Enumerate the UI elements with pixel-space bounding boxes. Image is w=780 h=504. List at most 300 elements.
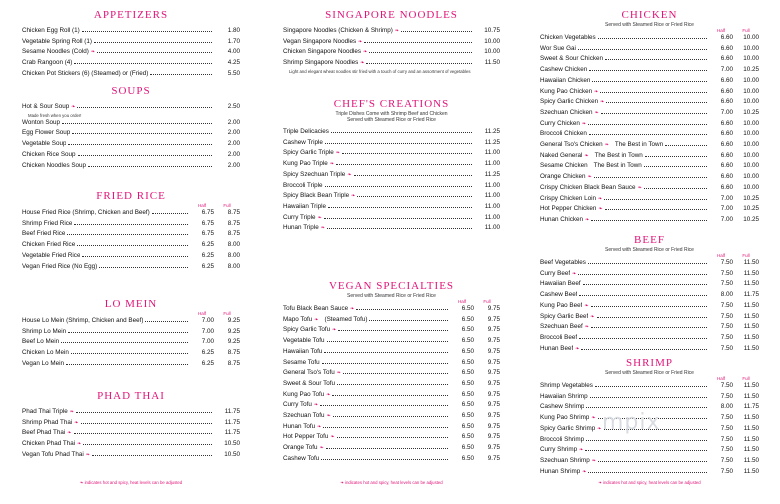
section-subtitle: Triple Dishes Come with Shrimp Beef and Chicken [335, 111, 448, 117]
item-name: Mapo Tofu [283, 315, 313, 323]
price-half: 7.50 [720, 392, 733, 400]
price-full: 11.50 [743, 344, 759, 352]
item-extra: The Best in Town [614, 141, 664, 149]
menu-item [22, 102, 240, 113]
dot-leader [591, 301, 707, 307]
dot-leader [665, 140, 707, 146]
price-half: 6.25 [201, 241, 214, 249]
item-name: Spicy Garlic Tofu [283, 326, 331, 334]
menu-section [540, 234, 759, 354]
dot-leader [150, 69, 212, 75]
item-name: Triple Delicacies [283, 128, 329, 135]
dot-leader [320, 400, 448, 406]
dot-leader [74, 58, 212, 64]
menu-item [540, 435, 759, 446]
menu-item [283, 58, 500, 69]
menu-item [540, 151, 759, 162]
item-name: Vegan Tofu Phad Thai [22, 450, 84, 458]
price-full: 11.50 [743, 269, 759, 277]
dot-leader [605, 54, 707, 60]
dot-leader [77, 240, 188, 246]
item-name: Beef Lo Mein [22, 338, 60, 346]
chili-pepper-icon: ❧ [581, 120, 587, 127]
dot-leader [82, 26, 212, 32]
dot-leader [591, 322, 707, 328]
menu-item [22, 348, 240, 359]
price-half: 6.25 [201, 349, 214, 357]
price-half: 6.50 [461, 347, 474, 355]
dot-leader [97, 47, 212, 53]
menu-item [283, 127, 500, 138]
chili-pepper-icon: ❧ [575, 345, 580, 352]
section-title: VEGAN SPECIALTIES [328, 280, 455, 292]
price-half: 7.00 [201, 317, 214, 324]
chili-pepper-icon: ❧ [77, 441, 82, 448]
price-half: 7.50 [720, 312, 733, 320]
item-name: Cashew Chicken [540, 66, 588, 74]
price-full: 9.75 [487, 358, 500, 366]
price-full: 8.75 [227, 219, 240, 227]
price: 2.00 [227, 118, 240, 126]
price-full: 10.25 [743, 66, 759, 74]
item-name: Hawaiian Beef [540, 280, 581, 288]
item-name: Vegan Lo Mein [22, 359, 65, 367]
item-name: Singapore Noodles (Chicken & Shrimp) [283, 27, 393, 34]
menu-item [22, 69, 240, 80]
dot-leader [354, 170, 472, 176]
price-half: 7.00 [720, 215, 733, 223]
item-name: Chicken Singapore Noodles [283, 48, 362, 56]
price-full: 9.25 [227, 338, 240, 346]
menu-item [22, 418, 240, 429]
menu-section [22, 298, 240, 370]
menu-item [22, 208, 240, 219]
price-full: 9.75 [487, 390, 500, 398]
menu-item [540, 108, 759, 119]
menu-item [540, 456, 759, 467]
price-full: 11.50 [743, 333, 759, 341]
dot-leader [324, 213, 472, 219]
section-subtitle: Served with Steamed Rice or Fried Rice [347, 117, 436, 123]
item-name: Hot Pepper Chicken [540, 205, 597, 213]
menu-item [283, 325, 500, 336]
item-name: Shrimp Lo Mein [22, 327, 67, 335]
price-half: 7.00 [720, 205, 733, 213]
price-half: 8.00 [720, 403, 733, 411]
price-half: 6.50 [461, 369, 474, 377]
item-name: Orange Chicken [540, 173, 586, 181]
menu-item [283, 336, 500, 347]
item-name: House Lo Mein (Shrimp, Chicken and Beef) [22, 317, 144, 324]
size-label-half: Half [716, 376, 725, 381]
section-subtitle: Served with Steamed Rice or Fried Rice [605, 370, 694, 376]
price-half: 7.50 [720, 435, 733, 443]
item-name: Shrimp Phad Thai [22, 418, 73, 426]
menu-item [283, 170, 500, 181]
menu-item [22, 128, 240, 139]
chili-pepper-icon: ❧ [358, 38, 363, 45]
chili-pepper-icon: ❧ [590, 313, 595, 320]
price-half: 7.50 [720, 333, 733, 341]
menu-item [283, 159, 500, 170]
dot-leader [325, 181, 472, 187]
chili-pepper-icon: ❧ [582, 468, 587, 475]
chili-pepper-icon: ❧ [584, 324, 589, 331]
dot-leader [369, 47, 472, 53]
menu-item [283, 454, 500, 465]
price-half: 6.60 [720, 141, 733, 149]
item-name: Spicy Garlic Chicken [540, 98, 599, 106]
item-name: Cashew Beef [540, 291, 578, 299]
dot-leader [644, 161, 707, 167]
size-label-half: Half [197, 203, 206, 208]
price-full: 11.75 [743, 403, 759, 411]
menu-item [22, 229, 240, 240]
price-full: 8.75 [227, 230, 240, 238]
chili-pepper-icon: ❧ [319, 445, 324, 452]
menu-item [283, 138, 500, 149]
dot-leader [99, 262, 188, 268]
size-label-half: Half [716, 253, 725, 258]
price-half: 6.50 [461, 315, 474, 323]
price-half: 7.00 [720, 66, 733, 74]
dot-leader [343, 368, 448, 374]
dot-leader [589, 65, 707, 71]
dot-leader [61, 337, 188, 343]
item-name: Phad Thai Triple [22, 408, 68, 415]
price-half: 7.50 [720, 382, 733, 389]
dot-leader [67, 229, 188, 235]
price-full: 10.00 [743, 141, 759, 149]
dot-leader [81, 418, 213, 424]
price-half: 6.50 [461, 326, 474, 334]
item-note: Light and elegant wheat noodles stir fried with a touch of curry and an assortment of vegetables [289, 68, 471, 74]
price-full: 11.50 [743, 323, 759, 331]
menu-item [283, 443, 500, 454]
section-subtitle: Served with Steamed Rice or Fried Rice [347, 293, 436, 299]
price-half: 6.25 [201, 262, 214, 270]
menu-item [22, 407, 240, 418]
dot-leader [68, 327, 188, 333]
price: 11.00 [484, 160, 500, 168]
price-full: 10.25 [743, 215, 759, 223]
item-name: Vegan Fried Rice (No Egg) [22, 262, 98, 270]
price-full: 9.75 [487, 347, 500, 355]
item-name: Spicy Garlic Shrimp [540, 424, 596, 432]
item-name: Hawaiian Shrimp [540, 392, 588, 400]
price: 1.80 [227, 27, 240, 34]
item-name: Chicken Lo Mein [22, 349, 69, 357]
menu-item [540, 140, 759, 151]
section-title: LO MEIN [104, 298, 158, 310]
price-full: 11.50 [743, 456, 759, 464]
item-name: Szechuan Beef [540, 323, 583, 331]
item-name: Shrimp Fried Rice [22, 219, 73, 227]
price-full: 10.00 [743, 76, 759, 84]
menu-item [540, 467, 759, 478]
price-full: 8.00 [227, 251, 240, 259]
menu-item [22, 262, 240, 273]
dot-leader [591, 215, 707, 221]
chili-pepper-icon: ❧ [594, 109, 599, 116]
item-name: Vegetable Fried Rice [22, 251, 81, 259]
size-label-full: Full [223, 311, 231, 316]
menu-section [540, 9, 759, 226]
item-name: Broccoli Beef [540, 333, 578, 341]
menu-item [283, 368, 500, 379]
price-half: 6.50 [461, 433, 474, 441]
menu-item [283, 390, 500, 401]
dot-leader [604, 194, 707, 200]
dot-leader [581, 344, 707, 350]
dot-leader [94, 37, 212, 43]
item-name: Beef Phad Thai [22, 429, 66, 437]
menu-column-middle [283, 0, 500, 504]
chili-pepper-icon: ❧ [85, 451, 90, 458]
menu-item [283, 400, 500, 411]
chili-pepper-icon: ❧ [69, 409, 74, 415]
dot-leader [323, 422, 448, 428]
menu-item [283, 347, 500, 358]
price-half: 6.60 [720, 119, 733, 127]
dot-leader [586, 402, 707, 408]
dot-leader [72, 128, 212, 134]
menu-item [22, 251, 240, 262]
menu-item [540, 381, 759, 392]
dot-leader [588, 467, 707, 473]
item-name: Beef Fried Rice [22, 230, 66, 238]
section-title: APPETIZERS [93, 9, 169, 21]
menu-section [283, 9, 500, 74]
menu-item [283, 148, 500, 159]
size-label-half: Half [197, 311, 206, 316]
menu-item [22, 316, 240, 327]
chili-pepper-icon: ❧ [591, 457, 596, 464]
price-full: 11.75 [743, 291, 759, 299]
item-name: Sweet & Sour Tofu [283, 379, 336, 387]
dot-leader [325, 138, 472, 144]
section-title: PHAD THAI [97, 390, 165, 402]
menu-section [283, 280, 500, 465]
dot-leader [92, 450, 212, 456]
price-half: 7.00 [201, 338, 214, 346]
price-full: 8.75 [227, 359, 240, 367]
item-name: Vegetable Spring Roll (1) [22, 37, 93, 45]
menu-item [283, 26, 500, 37]
size-label-full: Full [742, 28, 750, 33]
price-full: 10.00 [743, 162, 759, 170]
item-name: Sesame Noodles (Cold) [22, 48, 89, 56]
price-full: 10.00 [743, 98, 759, 106]
menu-item [540, 344, 759, 355]
price-full: 9.75 [487, 401, 500, 409]
section-title: SOUPS [111, 85, 151, 97]
menu-item [540, 258, 759, 269]
item-name: Wonton Soup [22, 118, 61, 126]
item-name: Wor Sue Gai [540, 44, 576, 52]
item-name: Spicy Black Bean Triple [283, 192, 350, 200]
price-half: 6.50 [461, 422, 474, 430]
menu-item [22, 161, 240, 172]
dot-leader [328, 202, 472, 208]
item-name: Cashew Tofu [283, 454, 320, 462]
menu-item [22, 337, 240, 348]
item-name: Vegan Singapore Noodles [283, 37, 357, 45]
price-half: 6.75 [201, 219, 214, 227]
dot-leader [83, 439, 212, 445]
item-name: Curry Tofu [283, 401, 312, 409]
price-half: 7.00 [201, 327, 214, 335]
dot-leader [585, 445, 707, 451]
price-half: 7.50 [720, 301, 733, 309]
chili-pepper-icon: ❧ [317, 214, 322, 221]
menu-item [540, 445, 759, 456]
item-name: Sesame Tofu [283, 358, 320, 366]
price-full: 9.75 [487, 305, 500, 312]
dot-leader [605, 204, 707, 210]
item-name: Kung Pao Shrimp [540, 414, 590, 422]
price-full: 9.75 [487, 422, 500, 430]
price-half: 7.50 [720, 259, 733, 266]
price: 10.50 [224, 440, 240, 448]
menu-item [22, 359, 240, 370]
price: 11.75 [224, 418, 240, 426]
price-full: 9.75 [487, 444, 500, 452]
section-title: BEEF [634, 234, 665, 246]
menu-item [283, 181, 500, 192]
dot-leader [88, 161, 212, 167]
chili-pepper-icon: ❧ [67, 430, 72, 437]
dot-leader [601, 108, 707, 114]
chili-pepper-icon: ❧ [585, 216, 590, 223]
price-full: 10.00 [743, 183, 759, 191]
item-name: General Tso's Tofu [283, 369, 335, 377]
price-half: 6.60 [720, 55, 733, 63]
price-half: 6.60 [720, 151, 733, 159]
item-name: Hawaiian Tofu [283, 347, 323, 355]
item-name: Curry Shrimp [540, 446, 578, 454]
section-title: SHRIMP [626, 357, 673, 369]
dot-leader [324, 347, 448, 353]
price-half: 6.50 [461, 412, 474, 420]
item-name: Kung Pao Tofu [283, 390, 325, 398]
item-name: Szechuan Shrimp [540, 456, 590, 464]
item-name: Chicken Fried Rice [22, 241, 76, 249]
item-name: Kung Pao Chicken [540, 87, 593, 95]
item-name: Hunan Tofu [283, 422, 316, 430]
price-full: 11.50 [743, 301, 759, 309]
menu-item [283, 432, 500, 443]
menu-section [22, 190, 240, 272]
menu-item [540, 194, 759, 205]
menu-item [283, 358, 500, 369]
dot-leader [598, 33, 707, 39]
dot-leader [62, 118, 212, 124]
menu-item [22, 450, 240, 461]
menu-item [283, 315, 500, 326]
dot-leader [77, 102, 212, 108]
section-title: SINGAPORE NOODLES [325, 9, 458, 21]
price-half: 7.50 [720, 467, 733, 475]
dot-leader [579, 333, 707, 339]
dot-leader [606, 97, 707, 103]
item-extra: (Steamed Tofu) [324, 315, 368, 323]
menu-section [22, 390, 240, 461]
price-full: 9.75 [487, 337, 500, 345]
price-full: 8.00 [227, 241, 240, 249]
price-half: 7.00 [720, 108, 733, 116]
item-name: Szechuan Chicken [540, 108, 593, 116]
dot-leader [589, 129, 707, 135]
menu-item [540, 269, 759, 280]
menu-section [22, 85, 240, 171]
price: 10.00 [484, 37, 500, 45]
price-full: 11.50 [743, 467, 759, 475]
price-half: 6.50 [461, 305, 474, 312]
price-full: 9.75 [487, 412, 500, 420]
price-half: 6.50 [461, 444, 474, 452]
menu-item [540, 333, 759, 344]
menu-item [22, 47, 240, 58]
menu-item [283, 223, 500, 234]
chili-pepper-icon: ❧ [363, 49, 368, 56]
chili-pepper-icon: ❧ [313, 402, 319, 409]
price-full: 9.75 [487, 326, 500, 334]
item-name: Spicy Garlic Triple [283, 149, 334, 157]
chili-pepper-icon: ❧ [71, 104, 76, 110]
chili-pepper-icon: ❧ [326, 413, 331, 420]
dot-leader [68, 139, 212, 145]
price-full: 9.75 [487, 369, 500, 377]
menu-item [540, 183, 759, 194]
item-name: Curry Chicken [540, 119, 580, 127]
price-half: 6.75 [201, 209, 214, 216]
price-full: 11.50 [743, 414, 759, 422]
price-full: 10.00 [743, 44, 759, 52]
dot-leader [337, 432, 448, 438]
chili-pepper-icon: ❧ [584, 302, 589, 309]
menu-item [540, 204, 759, 215]
dot-leader [336, 159, 472, 165]
chili-pepper-icon: ❧ [584, 152, 589, 159]
chili-pepper-icon: ❧ [332, 327, 337, 334]
price-full: 11.50 [743, 312, 759, 320]
price-full: 10.00 [743, 151, 759, 159]
item-name: Vegetable Tofu [283, 337, 325, 345]
item-name: Chicken Egg Roll (1) [22, 27, 80, 34]
dot-leader [322, 358, 448, 364]
menu-item [540, 290, 759, 301]
chili-pepper-icon: ❧ [350, 306, 355, 312]
menu-item [22, 118, 240, 129]
price-half: 6.60 [720, 87, 733, 95]
chili-pepper-icon: ❧ [604, 142, 609, 149]
price-full: 8.75 [227, 209, 240, 216]
price-half: 7.50 [720, 269, 733, 277]
chili-pepper-icon: ❧ [320, 225, 325, 232]
dot-leader [364, 37, 472, 43]
item-extra: The Best in Town [594, 151, 643, 159]
price: 11.25 [484, 138, 500, 146]
dot-leader [332, 390, 448, 396]
price-half: 6.60 [720, 76, 733, 84]
price-half: 6.50 [461, 379, 474, 387]
chili-pepper-icon: ❧ [394, 28, 400, 34]
chili-pepper-icon: ❧ [598, 206, 603, 213]
item-name: Beef Vegetables [540, 259, 586, 266]
price-full: 11.50 [743, 424, 759, 432]
item-name: Hawaiian Chicken [540, 76, 591, 84]
